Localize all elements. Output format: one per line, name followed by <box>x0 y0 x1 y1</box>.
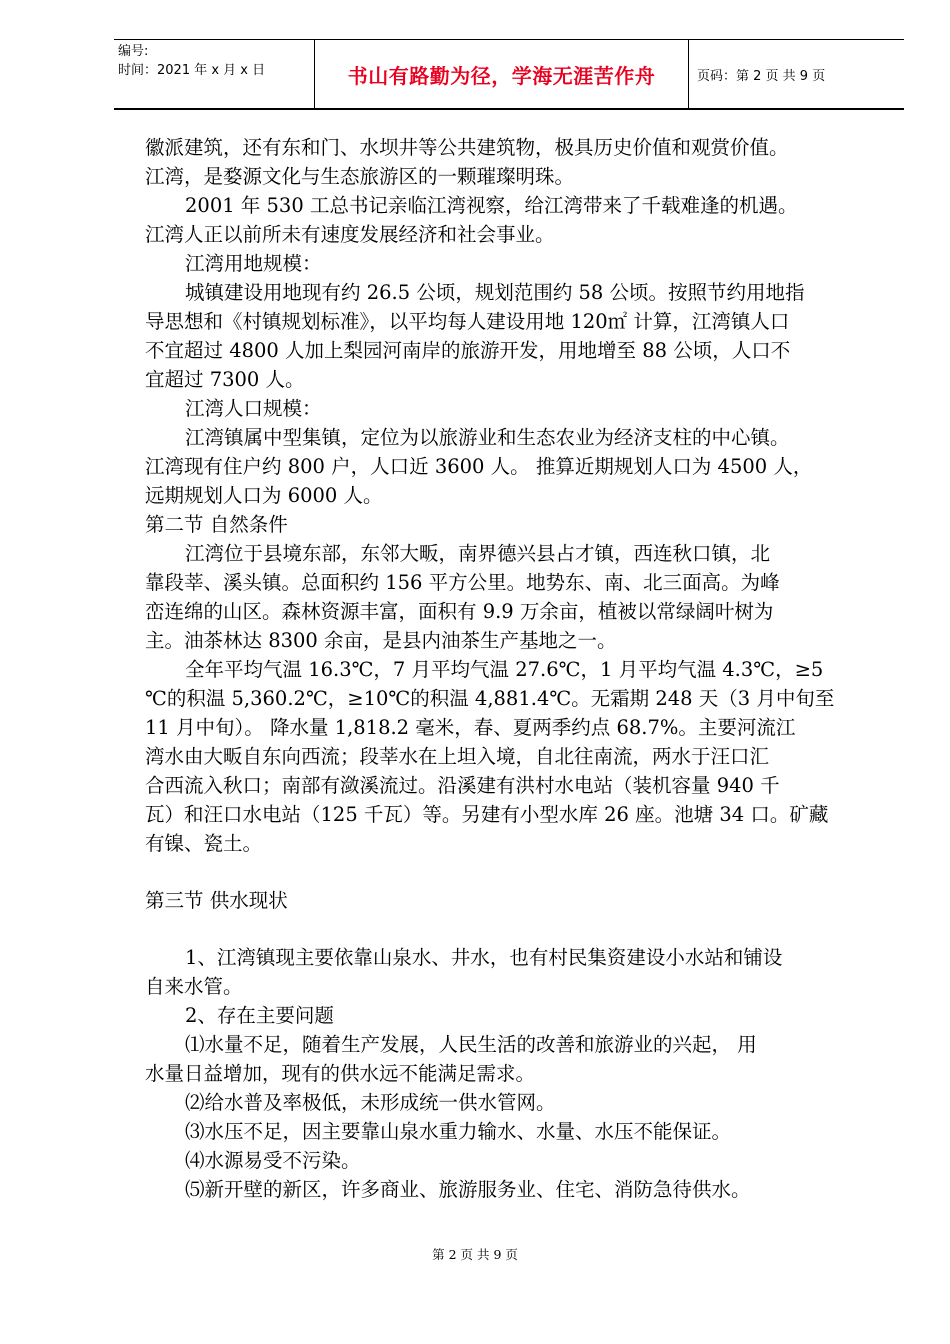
document-number-label: 编号: <box>118 44 149 59</box>
text-line: ⑸新开壁的新区，许多商业、旅游服务业、住宅、消防急待供水。 <box>185 1178 751 1201</box>
text-line: 主。油茶林达 8300 余亩，是县内油茶生产基地之一。 <box>145 629 617 652</box>
section-subheading: 江湾人口规模： <box>185 397 322 420</box>
text-line: 宜超过 7300 人。 <box>145 368 305 391</box>
page-footer: 第 2 页 共 9 页 <box>432 1247 518 1262</box>
text-line: ⑷水源易受不污染。 <box>185 1149 361 1172</box>
text-line: ⑶水压不足，因主要靠山泉水重力输水、水量、水压不能保证。 <box>185 1120 732 1143</box>
text-line: 导思想和《村镇规划标准》，以平均每人建设用地 120㎡ 计算，江湾镇人口 <box>145 310 790 333</box>
text-line: 2001 年 530 工总书记亲临江湾视察，给江湾带来了千载难逢的机遇。 <box>185 194 798 217</box>
text-line: 靠段莘、溪头镇。总面积约 156 平方公里。地势东、南、北三面高。为峰 <box>145 571 780 594</box>
text-line: 1、江湾镇现主要依靠山泉水、井水，也有村民集资建设小水站和铺设 <box>185 946 783 969</box>
text-line: 城镇建设用地现有约 26.5 公顷，规划范围约 58 公顷。按照节约用地指 <box>185 281 805 304</box>
text-line: 江湾，是婺源文化与生态旅游区的一颗璀璨明珠。 <box>145 165 575 188</box>
text-line: 全年平均气温 16.3℃，7 月平均气温 27.6℃，1 月平均气温 4.3℃，≥5 <box>185 658 824 681</box>
text-line: 水量日益增加，现有的供水远不能满足需求。 <box>145 1062 536 1085</box>
document-body <box>145 133 885 1204</box>
text-line: 湾水由大畈自东向西流；段莘水在上坦入境，自北往南流，两水于汪口汇 <box>145 745 770 768</box>
header-motto: 书山有路勤为径，学海无涯苦作舟 <box>315 40 689 108</box>
text-line: 2、存在主要问题 <box>185 1004 334 1027</box>
document-time-label: 时间：2021 年 x 月 x 日 <box>118 63 266 78</box>
page-header <box>114 39 904 110</box>
text-line: 远期规划人口为 6000 人。 <box>145 484 383 507</box>
text-line: 有镍、瓷土。 <box>145 832 263 855</box>
text-line: 江湾现有住户约 800 户，人口近 3600 人。 推算近期规划人口为 4500 人， <box>145 455 813 478</box>
text-line: ⑵给水普及率极低，未形成统一供水管网。 <box>185 1091 556 1114</box>
text-line: 江湾人正以前所未有速度发展经济和社会事业。 <box>145 223 555 246</box>
text-line: 11 月中旬）。 降水量 1,818.2 毫米，春、夏两季约点 68.7%。主要河流江 <box>145 716 796 739</box>
header-page-number: 页码：第 2 页 共 9 页 <box>697 68 826 84</box>
blank-line <box>145 858 885 886</box>
text-line: 江湾镇属中型集镇，定位为以旅游业和生态农业为经济支柱的中心镇。 <box>185 426 790 449</box>
blank-line <box>145 915 885 943</box>
section-subheading: 江湾用地规模： <box>185 252 322 275</box>
text-line: 瓦）和汪口水电站（125 千瓦）等。另建有小型水库 26 座。池塘 34 口。矿藏 <box>145 803 829 826</box>
text-line: 江湾位于县境东部，东邻大畈，南界德兴县占才镇，西连秋口镇，北 <box>185 542 771 565</box>
text-line: 不宜超过 4800 人加上梨园河南岸的旅游开发，用地增至 88 公顷，人口不 <box>145 339 791 362</box>
section-heading: 第二节 自然条件 <box>145 513 288 536</box>
section-heading: 第三节 供水现状 <box>145 889 288 912</box>
text-line: 徽派建筑，还有东和门、水坝井等公共建筑物，极具历史价值和观赏价值。 <box>145 136 789 159</box>
text-line: 合西流入秋口；南部有潋溪流过。沿溪建有洪村水电站（装机容量 940 千 <box>145 774 780 797</box>
text-line: ⑴水量不足，随着生产发展，人民生活的改善和旅游业的兴起， 用 <box>185 1033 757 1056</box>
header-meta <box>114 40 315 108</box>
text-line: 自来水管。 <box>145 975 243 998</box>
text-line: ℃的积温 5,360.2℃，≥10℃的积温 4,881.4℃。无霜期 248 天（3 月中旬至 <box>145 687 835 710</box>
text-line: 峦连绵的山区。森林资源丰富，面积有 9.9 万余亩，植被以常绿阔叶树为 <box>145 600 774 623</box>
